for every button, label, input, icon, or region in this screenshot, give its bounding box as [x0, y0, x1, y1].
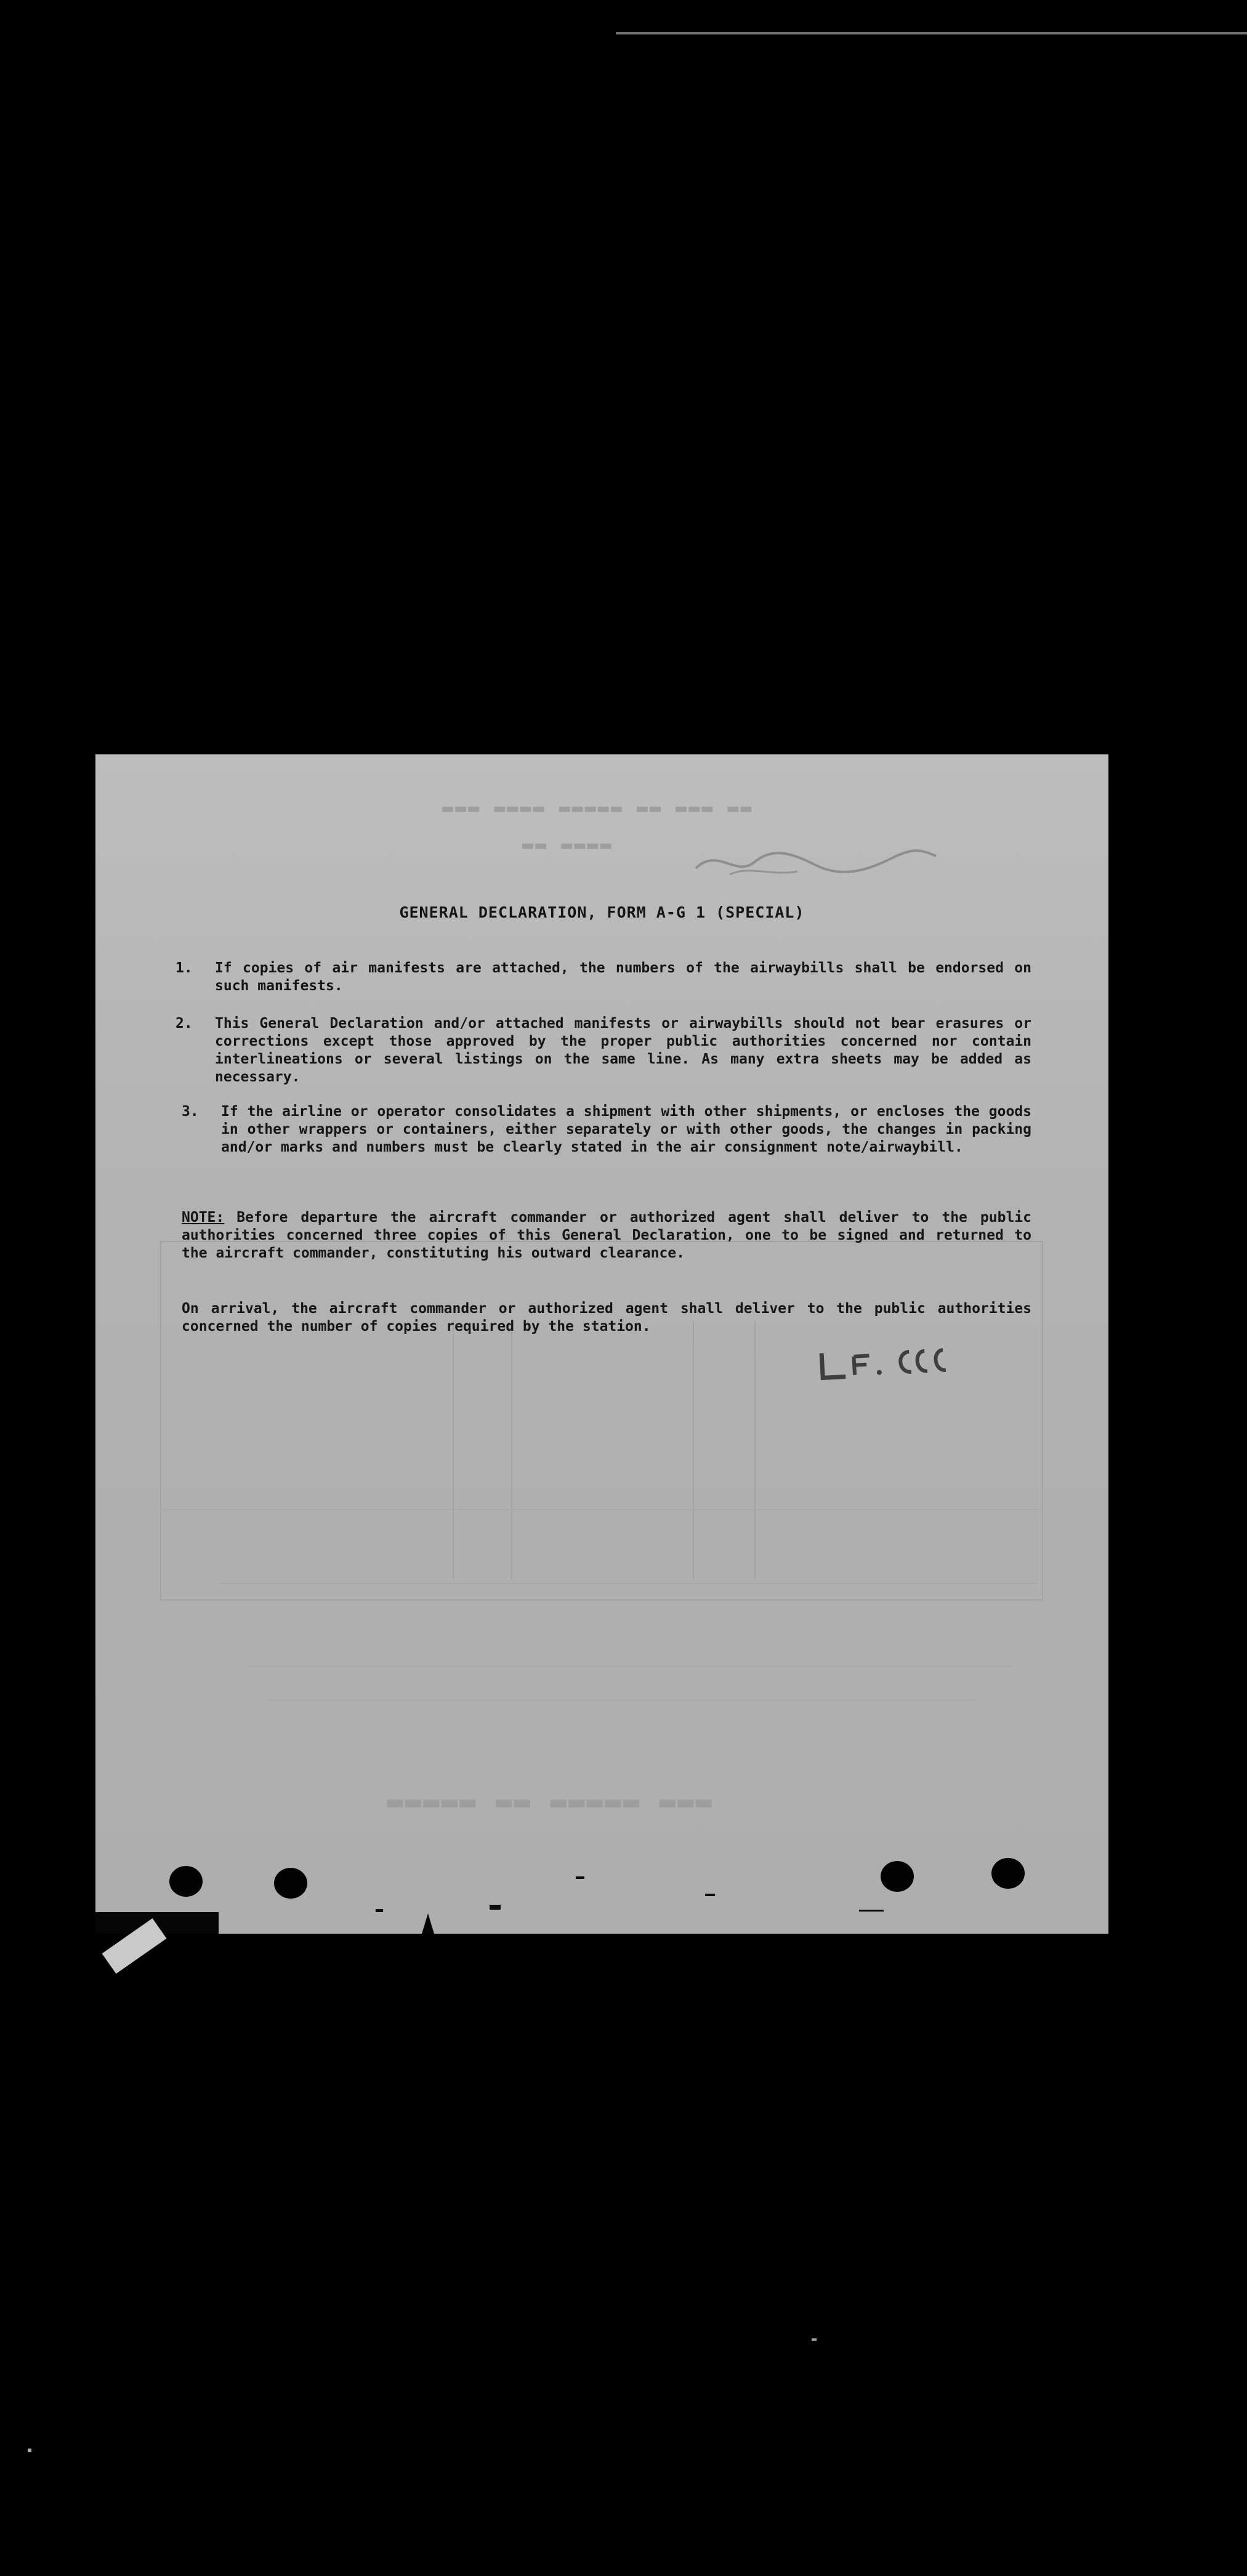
- list-item: [176, 1015, 1031, 1086]
- scan-speck: [705, 1894, 715, 1896]
- scan-speck: [28, 2449, 31, 2452]
- reverse-bleed-line: [160, 1509, 1041, 1510]
- item-number: 1.: [176, 960, 193, 976]
- punch-hole: [169, 1866, 203, 1897]
- list-item: [176, 959, 1031, 995]
- scan-speck: [812, 2338, 817, 2341]
- reverse-bleed-line: [754, 1321, 756, 1580]
- list-item: [182, 1103, 1031, 1157]
- scan-speck: [859, 1910, 884, 1912]
- faint-signature-bleed: [693, 841, 939, 884]
- note-text: Before departure the aircraft commander or authorized agent shall deliver to the public authorities concerned three copies of this General Declaration, one to be signed and returned to the aircraft commander, constituting his outward clearance.: [182, 1209, 1031, 1261]
- item-number: 2.: [176, 1015, 193, 1032]
- reverse-bleed-line: [453, 1321, 454, 1580]
- arrival-paragraph: On arrival, the aircraft commander or authorized agent shall deliver to the public authorities concerned the number of copies required by the station.: [182, 1301, 1031, 1334]
- reverse-bleed-line: [268, 1700, 976, 1701]
- scan-speck: [376, 1909, 383, 1912]
- reverse-bleed-line: ▬▬ ▬▬▬ ▬▬ ▬▬▬▬▬ ▬▬▬▬ ▬▬▬: [440, 797, 752, 819]
- item-text: If the airline or operator consolidates a shipment with other shipments, or encloses the goods in other wrappers or containers, either separately or with other goods, the changes in packing and/or marks and numbers must be clearly stated in the air consignment note/airwaybill.: [221, 1104, 1031, 1155]
- item-number: 3.: [182, 1104, 199, 1120]
- note-paragraph: [182, 1209, 1031, 1262]
- note-label: NOTE:: [182, 1209, 225, 1225]
- torn-edge: [422, 1913, 434, 1934]
- item-text: This General Declaration and/or attached manifests or airwaybills should not bear erasures or corrections except those approved by the proper public authorities concerned nor contain interlineations or several listings on the same line. As many extra sheets may be added as necessary.: [215, 1015, 1031, 1085]
- document-title: GENERAL DECLARATION, FORM A-G 1 (SPECIAL): [399, 903, 805, 921]
- reverse-bleed-box: [160, 1241, 1043, 1601]
- item-text: If copies of air manifests are attached, the numbers of the airwaybills shall be endorsed on such manifests.: [215, 960, 1031, 994]
- reverse-bleed-line: [511, 1321, 512, 1580]
- scan-speck: [490, 1905, 501, 1910]
- reverse-bleed-line: ▬▬▬▬ ▬▬: [520, 834, 611, 856]
- scan-top-rule: [616, 32, 1247, 34]
- reverse-bleed-line: [249, 1666, 1013, 1667]
- punch-hole: [881, 1861, 914, 1892]
- punch-hole: [991, 1858, 1025, 1889]
- reverse-bleed-line: [219, 1583, 1038, 1584]
- reverse-bleed-line: [693, 1321, 694, 1580]
- reverse-bleed-line: ▬▬▬ ▬▬▬▬▬ ▬▬ ▬▬▬▬▬: [385, 1786, 712, 1817]
- punch-hole: [274, 1868, 307, 1899]
- scan-speck: [576, 1876, 584, 1879]
- document-page: [95, 754, 1108, 1934]
